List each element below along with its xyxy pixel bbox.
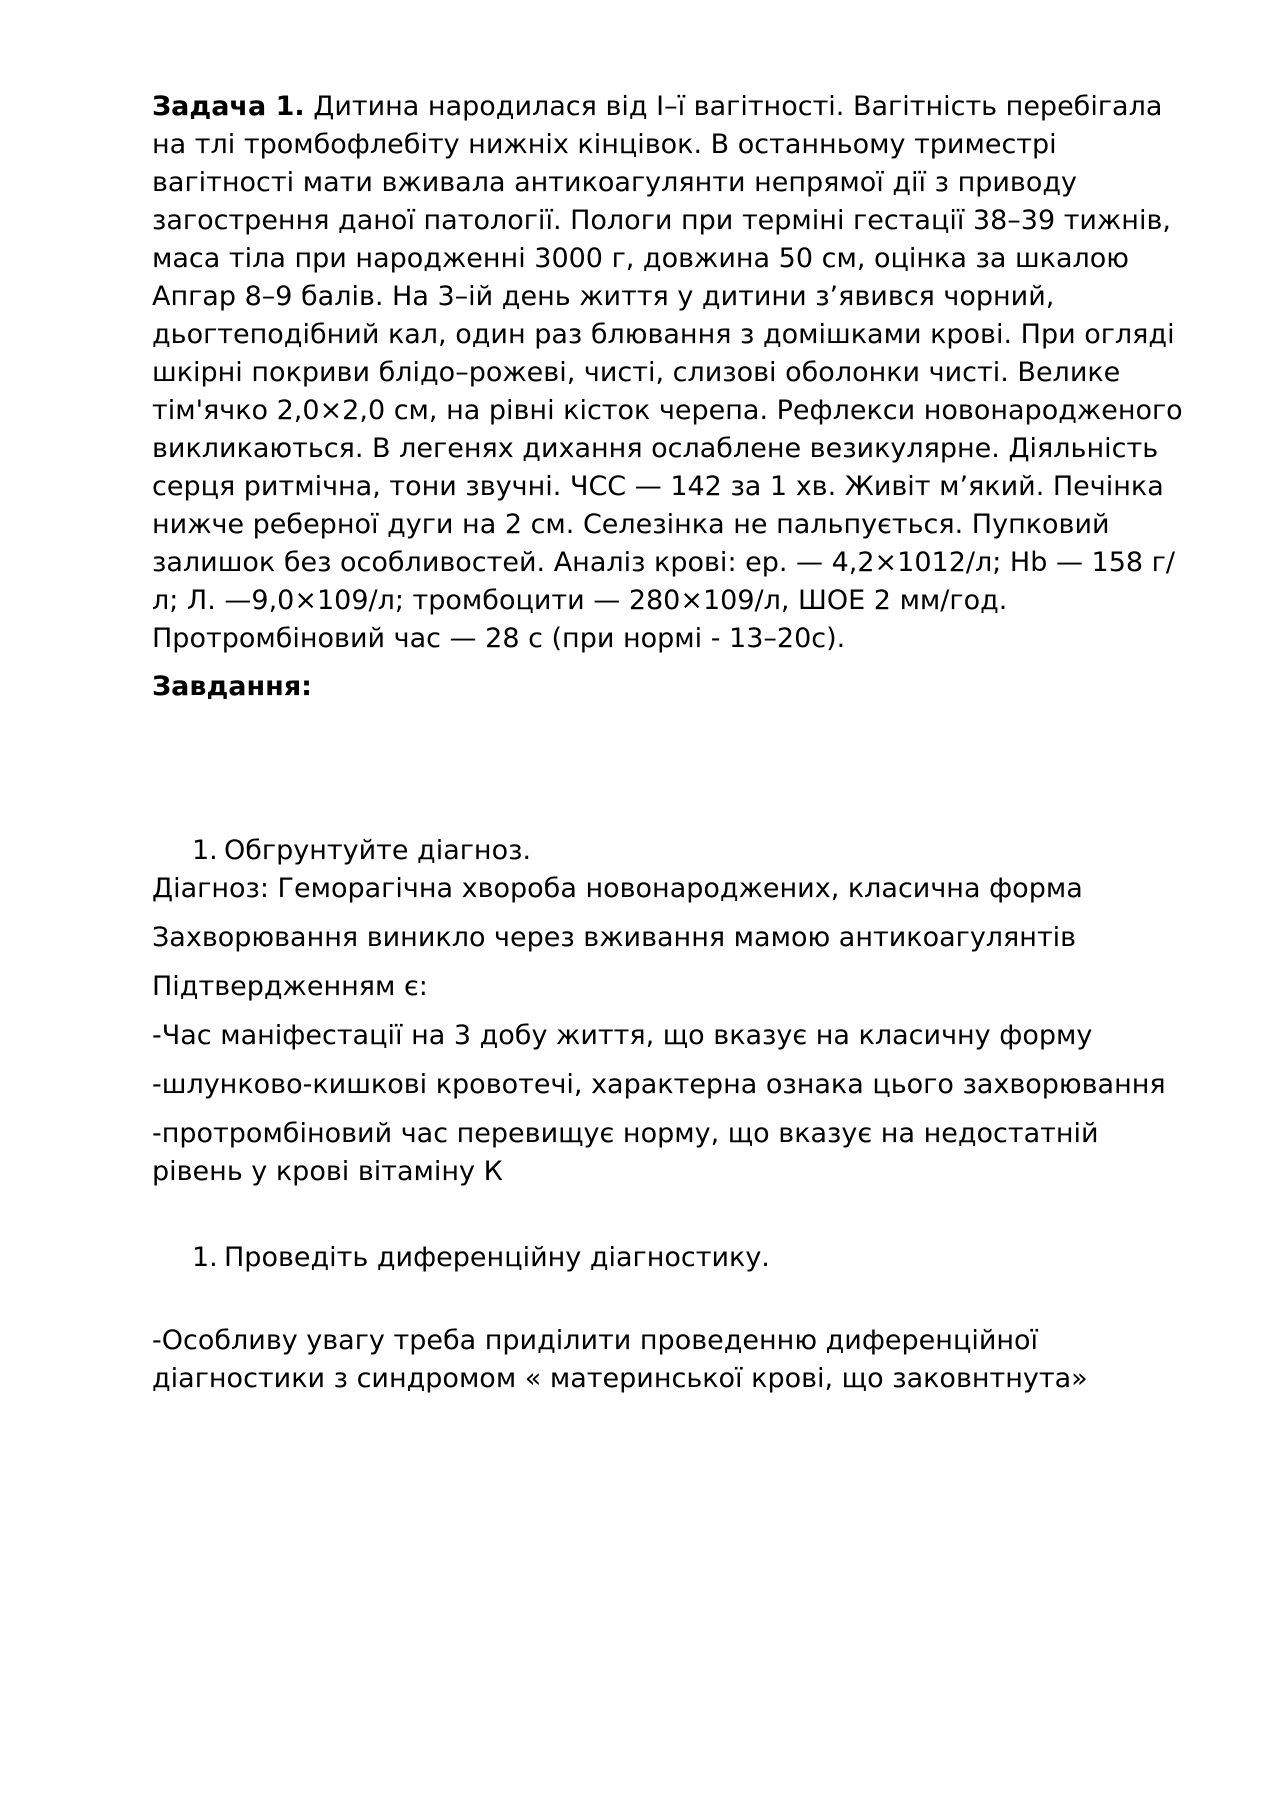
task-label: Задача 1. [152,91,305,122]
cause-line: Захворювання виникло через вживання мамою антикоагулянтів [152,922,1077,953]
question-2-text: Проведіть диференційну діагностику. [224,1242,770,1273]
confirmation-point: -протромбіновий час перевищує норму, що вказує на недостатній рівень у крові вітаміну К [152,1118,1099,1187]
confirmation-intro: Підтвердженням є: [152,971,428,1002]
document-body [152,88,1192,1398]
task-text: Дитина народилася від І–ї вагітності. Вагітність перебігала на тлі тромбофлебіту нижніх кінцівок. В останньому триместрі вагітності мати вживала антикоагулянти непрямої дії з приводу загострення даної патології. Пологи при терміні гестації 38–39 тижнів, маса тіла при народженні 3000 г, довжина 50 см, оцінка за шкалою Апгар 8–9 балів. На 3–ій день життя у дитини з’явився чорний, дьогтеподібний кал, один раз блювання з домішками крові. При огляді шкірні покриви блідо–рожеві, чисті, слизові оболонки чисті. Велике тім'ячко 2,0×2,0 см, на рівні кісток черепа. Рефлекси новонародженого викликаються. В легенях дихання ослаблене везикулярне. Діяльність серця ритмічна, тони звучні. ЧСС — 142 за 1 хв. Живіт м’який. Печінка нижче реберної дуги на 2 см. Селезінка не пальпується. Пупковий залишок без особливостей. Аналіз крові: ер. — 4,2×1012/л; Hb — 158 г/л; Л. —9,0×109/л; тромбоцити — 280×109/л, ШОЕ 2 мм/год. Протромбіновий час — 28 с (при нормі - 13–20с). [152,91,1183,654]
diagnosis-line: Діагноз: Геморагічна хвороба новонароджених, класична форма [152,873,1083,904]
assignment-heading: Завдання: [152,671,312,702]
question-2-number: 1. [192,1242,218,1273]
task-paragraph [152,88,1192,658]
question-1-number: 1. [192,835,218,866]
differential-text: -Особливу увагу треба приділити проведенню диференційної діагностики з синдромом « материнської крові, що заковнтнута» [152,1325,1088,1394]
question-2 [152,1239,1192,1277]
question-1-text: Обгрунтуйте діагноз. [224,835,532,866]
confirmation-point: -шлунково-кишкові кровотечі, характерна ознака цього захворювання [152,1069,1166,1100]
confirmation-point: -Час маніфестації на 3 добу життя, що вказує на класичну форму [152,1020,1093,1051]
question-1 [152,832,1192,870]
